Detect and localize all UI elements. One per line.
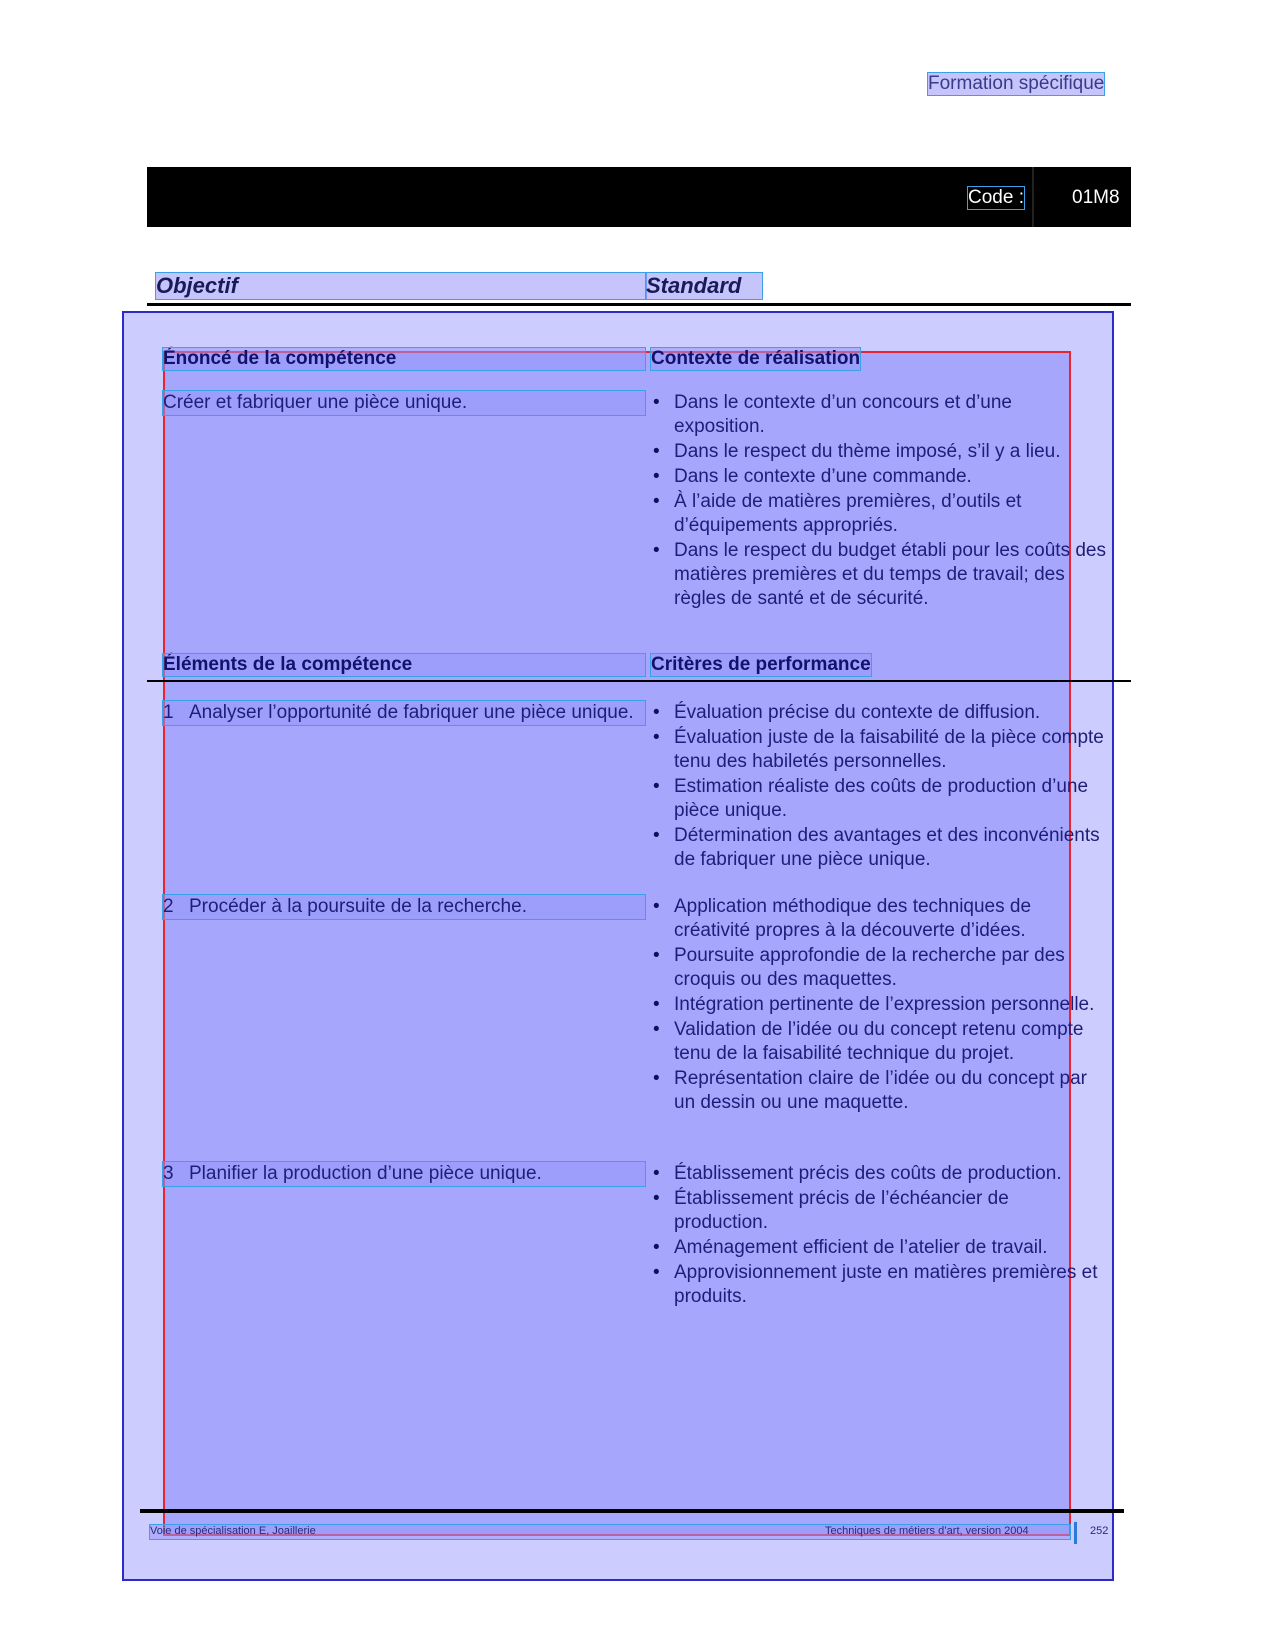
- competence-heading: Énoncé de la compétence: [163, 348, 645, 370]
- criteria-list-2: [651, 895, 1106, 1116]
- list-item: • Approvisionnement juste en matières premières et produits.: [651, 1261, 1106, 1309]
- section-tag: Formation spécifique: [928, 73, 1105, 94]
- footer-left: Voie de spécialisation E, Joaillerie: [150, 1525, 316, 1537]
- list-item: • À l’aide de matières premières, d’outils et d’équipements appropriés.: [651, 490, 1106, 538]
- elements-heading: Éléments de la compétence: [163, 654, 645, 676]
- list-item: • Évaluation juste de la faisabilité de la pièce compte tenu des habiletés personnelles.: [651, 726, 1106, 774]
- list-item: • Établissement précis de l’échéancier de production.: [651, 1187, 1106, 1235]
- divider-footer: [140, 1509, 1124, 1513]
- element-number: 1: [163, 702, 174, 723]
- list-item: • Établissement précis des coûts de production.: [651, 1162, 1106, 1186]
- list-item: • Représentation claire de l’idée ou du concept par un dessin ou une maquette.: [651, 1067, 1106, 1115]
- criteres-heading: Critères de performance: [651, 654, 871, 675]
- list-item: • Détermination des avantages et des inconvénients de fabriquer une pièce unique.: [651, 824, 1106, 872]
- standard-heading: Standard: [646, 273, 762, 299]
- page-number: 252: [1090, 1525, 1109, 1537]
- list-item: • Dans le respect du thème imposé, s’il y a lieu.: [651, 440, 1106, 464]
- bar-divider: [1032, 167, 1034, 227]
- criteria-list-1: [651, 701, 1106, 873]
- element-3: [163, 1162, 645, 1186]
- list-item: • Estimation réaliste des coûts de production d’une pièce unique.: [651, 775, 1106, 823]
- code-label: Code :: [968, 187, 1024, 208]
- objectif-heading: Objectif: [156, 273, 646, 299]
- contexte-list: [651, 391, 1106, 612]
- list-item: • Aménagement efficient de l’atelier de travail.: [651, 1236, 1106, 1260]
- element-text: Planifier la production d’une pièce unique.: [163, 1162, 645, 1186]
- list-item: • Dans le contexte d’un concours et d’une exposition.: [651, 391, 1106, 439]
- footer-separator: [1074, 1522, 1077, 1544]
- list-item: • Dans le contexte d’une commande.: [651, 465, 1106, 489]
- list-item: • Poursuite approfondie de la recherche par des croquis ou des maquettes.: [651, 944, 1106, 992]
- element-text: Procéder à la poursuite de la recherche.: [163, 895, 645, 919]
- criteria-list-3: [651, 1162, 1106, 1310]
- element-2: [163, 895, 645, 919]
- competence-text: Créer et fabriquer une pièce unique.: [163, 391, 645, 415]
- list-item: • Intégration pertinente de l’expression personnelle.: [651, 993, 1106, 1017]
- divider-top: [147, 303, 1131, 306]
- element-number: 3: [163, 1163, 174, 1184]
- footer-right: Techniques de métiers d’art, version 2004: [825, 1525, 1029, 1537]
- element-text: Analyser l’opportunité de fabriquer une pièce unique.: [163, 701, 645, 725]
- list-item: • Dans le respect du budget établi pour les coûts des matières premières et du temps de travail; des règles de santé et de sécurité.: [651, 539, 1106, 611]
- contexte-heading: Contexte de réalisation: [651, 348, 861, 369]
- element-1: [163, 701, 645, 725]
- list-item: • Évaluation précise du contexte de diffusion.: [651, 701, 1106, 725]
- element-number: 2: [163, 896, 174, 917]
- list-item: • Validation de l’idée ou du concept retenu compte tenu de la faisabilité technique du projet.: [651, 1018, 1106, 1066]
- code-value: 01M8: [1072, 187, 1120, 208]
- divider-mid: [147, 680, 1131, 682]
- list-item: • Application méthodique des techniques de créativité propres à la découverte d’idées.: [651, 895, 1106, 943]
